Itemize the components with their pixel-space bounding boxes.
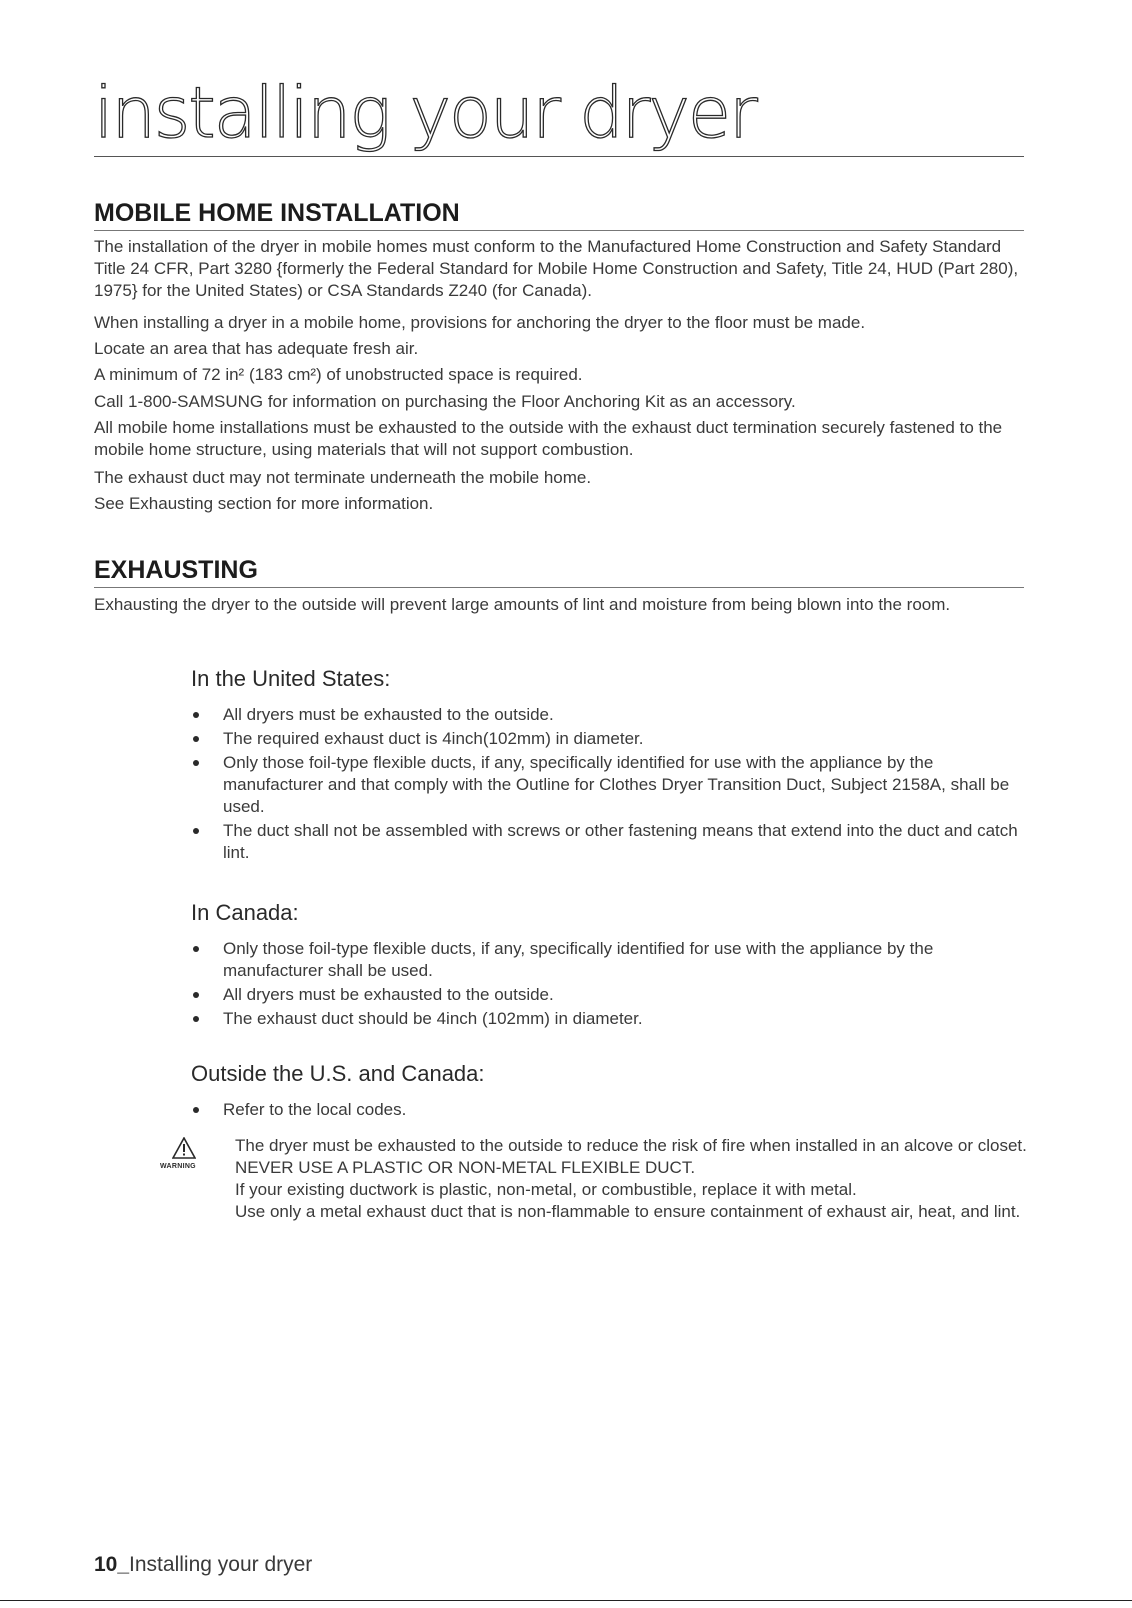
footer-divider	[0, 1600, 1132, 1601]
subheading-united-states: In the United States:	[191, 666, 391, 691]
section-heading-exhausting: EXHAUSTING	[94, 558, 1024, 588]
footer-label: Installing your dryer	[129, 1553, 313, 1576]
bullet-icon	[193, 760, 199, 766]
section-heading-mobile-home: MOBILE HOME INSTALLATION	[94, 201, 1024, 231]
bullet-icon	[193, 1107, 199, 1113]
mobile-paragraph: Call 1-800-SAMSUNG for information on purchasing the Floor Anchoring Kit as an accessory.	[94, 392, 796, 411]
warning-label: WARNING	[160, 1163, 196, 1170]
bullet-icon	[193, 712, 199, 718]
canada-bullet-list	[191, 938, 1021, 1032]
mobile-paragraph: Locate an area that has adequate fresh air.	[94, 339, 419, 358]
bullet-icon	[193, 946, 199, 952]
list-item: Only those foil-type flexible ducts, if any, specifically identified for use with the appliance by the manufacturer shall be used.	[191, 938, 1021, 982]
subheading-outside-us-canada: Outside the U.S. and Canada:	[191, 1061, 485, 1086]
bullet-icon	[193, 992, 199, 998]
bullet-icon	[193, 828, 199, 834]
bullet-icon	[193, 1016, 199, 1022]
warning-line: NEVER USE A PLASTIC OR NON-METAL FLEXIBLE DUCT.	[235, 1158, 696, 1177]
list-item: Refer to the local codes.	[191, 1099, 1021, 1121]
bullet-icon	[193, 736, 199, 742]
mobile-paragraph: When installing a dryer in a mobile home, provisions for anchoring the dryer to the floor must be made.	[94, 313, 866, 332]
list-item: The duct shall not be assembled with screws or other fastening means that extend into the duct and catch lint.	[191, 820, 1021, 864]
subheading-canada: In Canada:	[191, 900, 299, 925]
list-item: The exhaust duct should be 4inch (102mm) in diameter.	[191, 1008, 1021, 1030]
mobile-paragraph: The installation of the dryer in mobile homes must conform to the Manufactured Home Construction and Safety Standard Title 24 CFR, Part 3280 {formerly the Federal Standard for Mobile Home Construction and Safety, Title 24, HUD (Part 280), 1975} for the United States) or CSA Standards Z240 (for Canada).	[94, 237, 1019, 300]
list-item: All dryers must be exhausted to the outside.	[191, 984, 1021, 1006]
mobile-paragraph: The exhaust duct may not terminate underneath the mobile home.	[94, 468, 592, 487]
warning-triangle-icon	[172, 1137, 196, 1159]
page-number: 10_	[94, 1553, 130, 1576]
page-title: installing your dryer	[94, 78, 1024, 157]
us-bullet-list	[191, 704, 1021, 866]
page-footer	[94, 1553, 312, 1577]
mobile-paragraph: A minimum of 72 in² (183 cm²) of unobstructed space is required.	[94, 365, 583, 384]
warning-line: If your existing ductwork is plastic, non-metal, or combustible, replace it with metal.	[235, 1180, 857, 1199]
mobile-paragraph: See Exhausting section for more information.	[94, 494, 434, 513]
mobile-paragraph: All mobile home installations must be exhausted to the outside with the exhaust duct termination securely fastened to the mobile home structure, using materials that will not support combustion.	[94, 418, 1003, 459]
list-item: All dryers must be exhausted to the outside.	[191, 704, 1021, 726]
outside-bullet-list	[191, 1099, 1021, 1123]
exhausting-intro: Exhausting the dryer to the outside will prevent large amounts of lint and moisture from being blown into the room.	[94, 595, 951, 614]
warning-text	[235, 1135, 1035, 1223]
warning-line: Use only a metal exhaust duct that is non-flammable to ensure containment of exhaust air, heat, and lint.	[235, 1202, 1021, 1221]
warning-line: The dryer must be exhausted to the outside to reduce the risk of fire when installed in an alcove or closet.	[235, 1136, 1027, 1155]
list-item: The required exhaust duct is 4inch(102mm) in diameter.	[191, 728, 1021, 750]
list-item: Only those foil-type flexible ducts, if any, specifically identified for use with the appliance by the manufacturer and that comply with the Outline for Clothes Dryer Transition Duct, Subject 2158A, shall be used.	[191, 752, 1021, 818]
